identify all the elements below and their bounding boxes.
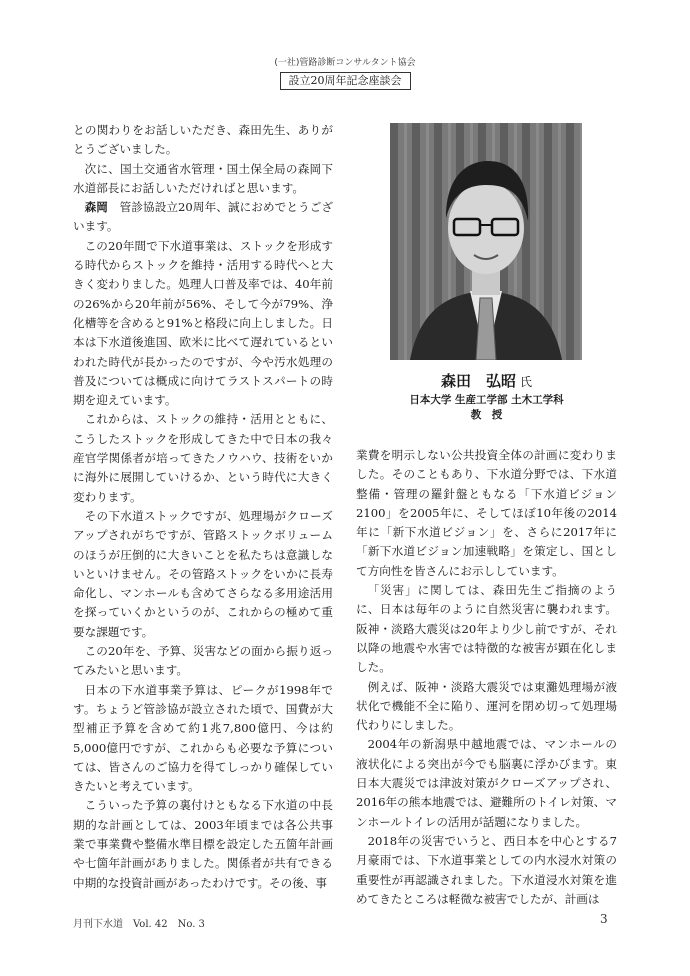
- paragraph-text: 2004年の新潟県中越地震では、マンホールの液状化による突出が今でも脳裏に浮かびます。東日本大震災では津波対策がクローズアップされ、2016年の熊本地震では、避難所のトイレ対策、マンホールトイレの活用が話題になりました。: [356, 737, 617, 829]
- organization-name: (一社)管路診断コンサルタント協会: [274, 58, 416, 68]
- paragraph-text: 日本の下水道事業予算は、ピークが1998年です。ちょうど管診協が設立された頃で、国費が大型補正予算を含めて約1兆7,800億円、今は約5,000億円ですが、これからも必要な予算については、皆さんのご協力を得てしっかり確保していきたいと考えています。: [73, 682, 333, 794]
- paragraph: [73, 237, 333, 411]
- paragraph: [73, 681, 333, 797]
- speaker-portrait-photo: [390, 123, 582, 360]
- page-number: 3: [600, 912, 608, 926]
- paragraph: [356, 735, 617, 831]
- paragraph: [73, 796, 333, 892]
- speaker-label: 森岡: [84, 200, 108, 215]
- paragraph: [356, 678, 617, 736]
- paragraph-text: 業費を明示しない公共投資全体の計画に変わりました。そのこともあり、下水道分野では、下水道整備・管理の羅針盤ともなる「下水道ビジョン2100」を2005年に、そしてほぼ10年後の2014年に「新下水道ビジョン」を、さらに2017年に「新下水道ビジョン加速戦略」を策定し、国として方向性を皆さんにお示ししています。: [356, 448, 617, 578]
- portrait-illustration: [390, 123, 582, 360]
- speaker-affiliation: [356, 393, 617, 423]
- paragraph: [356, 832, 617, 909]
- page-header: [0, 57, 690, 90]
- left-text-column: [73, 121, 333, 893]
- position-title: 教 授: [470, 409, 503, 421]
- paragraph: [73, 410, 333, 506]
- paragraph: [73, 160, 333, 199]
- speaker-name: [356, 370, 617, 391]
- paragraph: [356, 446, 617, 581]
- affiliation-text: 日本大学 生産工学部 土木工学科: [409, 394, 564, 406]
- journal-footer: 月刊下水道 Vol. 42 No. 3: [73, 919, 205, 930]
- paragraph-text: この20年間で下水道事業は、ストックを形成する時代からストックを維持・活用する時代へと大きく変わりました。処理人口普及率では、40年前の26%から20年前が56%、そして今が79%、浄化槽等を含めると91%と格段に向上しました。日本は下水道後進国、欧米に比べて遅れているといわれた時代が長かったのですが、今や汚水処理の普及については概成に向けてラストスパートの時期を迎えています。: [73, 238, 333, 408]
- paragraph: [73, 121, 333, 160]
- paragraph-text: 2018年の災害でいうと、西日本を中心とする7月豪雨では、下水道事業としての内水浸水対策の重要性が再認識されました。下水道浸水対策を進めてきたところは軽微な被害でしたが、計画は: [356, 833, 617, 906]
- paragraph: [356, 581, 617, 677]
- paragraph-text: 次に、国土交通省水管理・国土保全局の森岡下水道部長にお話しいただければと思います。: [73, 161, 333, 195]
- paragraph-text: 管診協設立20周年、誠におめでとうございます。: [73, 200, 333, 234]
- paragraph-text: 例えば、阪神・淡路大震災では東灘処理場が液状化で機能不全に陥り、運河を閉め切って処理場代わりにしました。: [356, 679, 617, 733]
- honorific-suffix: 氏: [520, 375, 533, 389]
- speaker-name-text: 森田 弘昭: [440, 372, 516, 390]
- paragraph-text: こういった予算の裏付けともなる下水道の中長期的な計画としては、2003年頃までは各公共事業で事業費や整備水準目標を設定した五箇年計画や七箇年計画がありました。関係者が共有できる中期的な投資計画があったわけです。その後、事: [73, 798, 333, 890]
- paragraph: [73, 507, 333, 642]
- event-title-box: 設立20周年記念座談会: [280, 72, 411, 90]
- paragraph: [73, 642, 333, 681]
- paragraph-text: この20年を、予算、災害などの面から振り返ってみたいと思います。: [73, 644, 333, 678]
- paragraph-text: との関わりをお話しいただき、森田先生、ありがとうございました。: [73, 123, 333, 157]
- paragraph-text: その下水道ストックですが、処理場がクローズアップされがちですが、管路ストックボリュームのほうが圧倒的に大きいことを私たちは意識しないといけません。その管路ストックをいかに長寿命化し、マンホールも含めてさらなる多用途活用を探っていくかというのが、これからの極めて重要な課題です。: [73, 508, 333, 639]
- paragraph-text: 「災害」に関しては、森田先生ご指摘のように、日本は毎年のように自然災害に襲われます。阪神・淡路大震災は20年より少し前ですが、それ以降の地震や水害では特徴的な被害が顕在化しました。: [356, 583, 617, 675]
- right-text-column: [356, 446, 617, 909]
- paragraph: [73, 198, 333, 237]
- paragraph-text: これからは、ストックの維持・活用とともに、こうしたストックを形成してきた中で日本の我々産官学関係者が培ってきたノウハウ、技術をいかに海外に展開していけるか、という時代に大きく変わります。: [73, 412, 333, 504]
